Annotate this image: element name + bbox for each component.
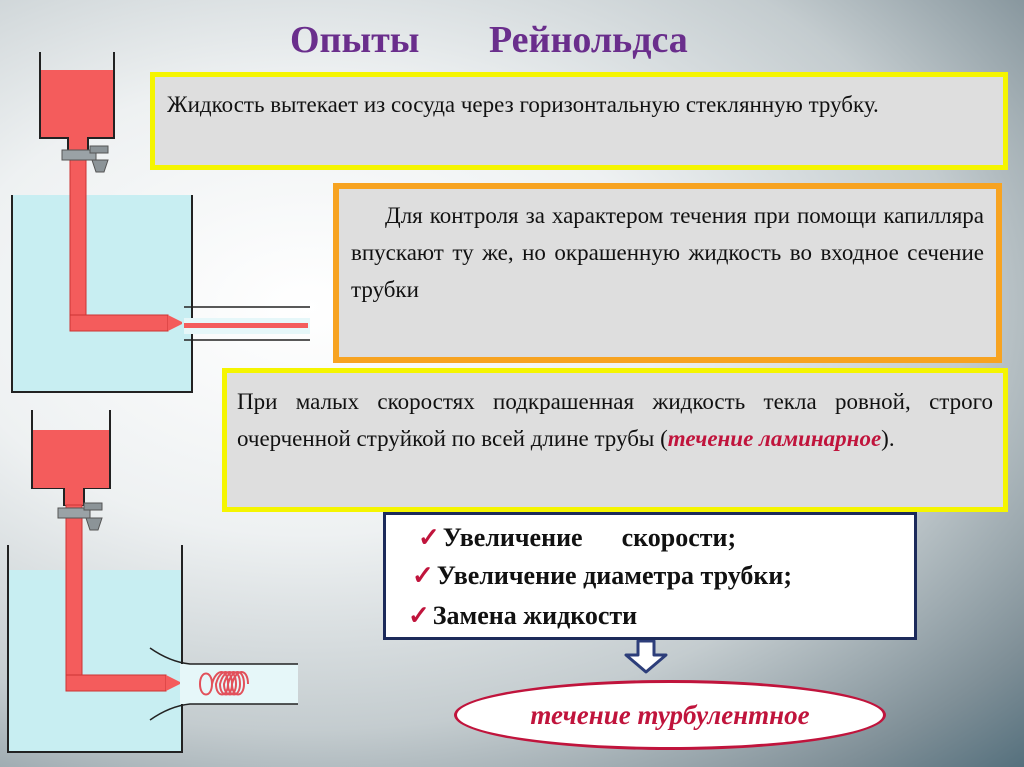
- title-word-2: Рейнольдса: [488, 19, 688, 61]
- top-tank-water: [12, 195, 192, 392]
- list-item: [418, 523, 736, 553]
- list-item: [408, 601, 637, 631]
- description-box-capillary: [333, 183, 1002, 363]
- list-item-label: Увеличение скорости;: [442, 523, 737, 552]
- laminar-text-after: ).: [881, 426, 895, 451]
- turbulent-flow-text: течение турбулентное: [530, 699, 810, 730]
- turbulent-flow-result: [454, 680, 886, 750]
- list-item-label: Увеличение диаметра трубки;: [436, 561, 793, 590]
- title-word-1: Опыты: [290, 19, 420, 61]
- checkmark-icon: ✓: [418, 523, 440, 552]
- top-vertical-pipe: [70, 155, 86, 315]
- bottom-reservoir-dye: [33, 430, 109, 488]
- conditions-list: [383, 512, 917, 640]
- description-capillary-text: Для контроля за характером течения при помощи капилляра впускают ту же, но окрашенную жидкость во входное сечение трубки: [351, 203, 984, 302]
- laminar-flow-term: течение ламинарное: [667, 426, 882, 451]
- list-item: [412, 561, 792, 591]
- checkmark-icon: ✓: [412, 561, 434, 590]
- down-arrow-icon: [626, 641, 666, 672]
- top-reservoir-dye: [41, 70, 113, 137]
- laminar-text-before: При малых скоростях подкрашенная жидкость текла ровной, строго очерченной струйкой по всей длине трубы (: [237, 389, 993, 451]
- checkmark-icon: ✓: [408, 601, 430, 630]
- description-box-laminar: [222, 368, 1008, 512]
- page-title: [290, 18, 688, 62]
- top-horizontal-pipe: [70, 315, 168, 331]
- description-outflow-text: Жидкость вытекает из сосуда через горизонтальную стеклянную трубку.: [167, 92, 879, 117]
- bottom-tank-water: [8, 570, 182, 752]
- bottom-vertical-pipe: [66, 505, 82, 675]
- description-box-outflow: [150, 72, 1008, 170]
- top-laminar-stream: [184, 323, 308, 328]
- bottom-horizontal-pipe: [66, 675, 166, 691]
- list-item-label: Замена жидкости: [432, 601, 638, 630]
